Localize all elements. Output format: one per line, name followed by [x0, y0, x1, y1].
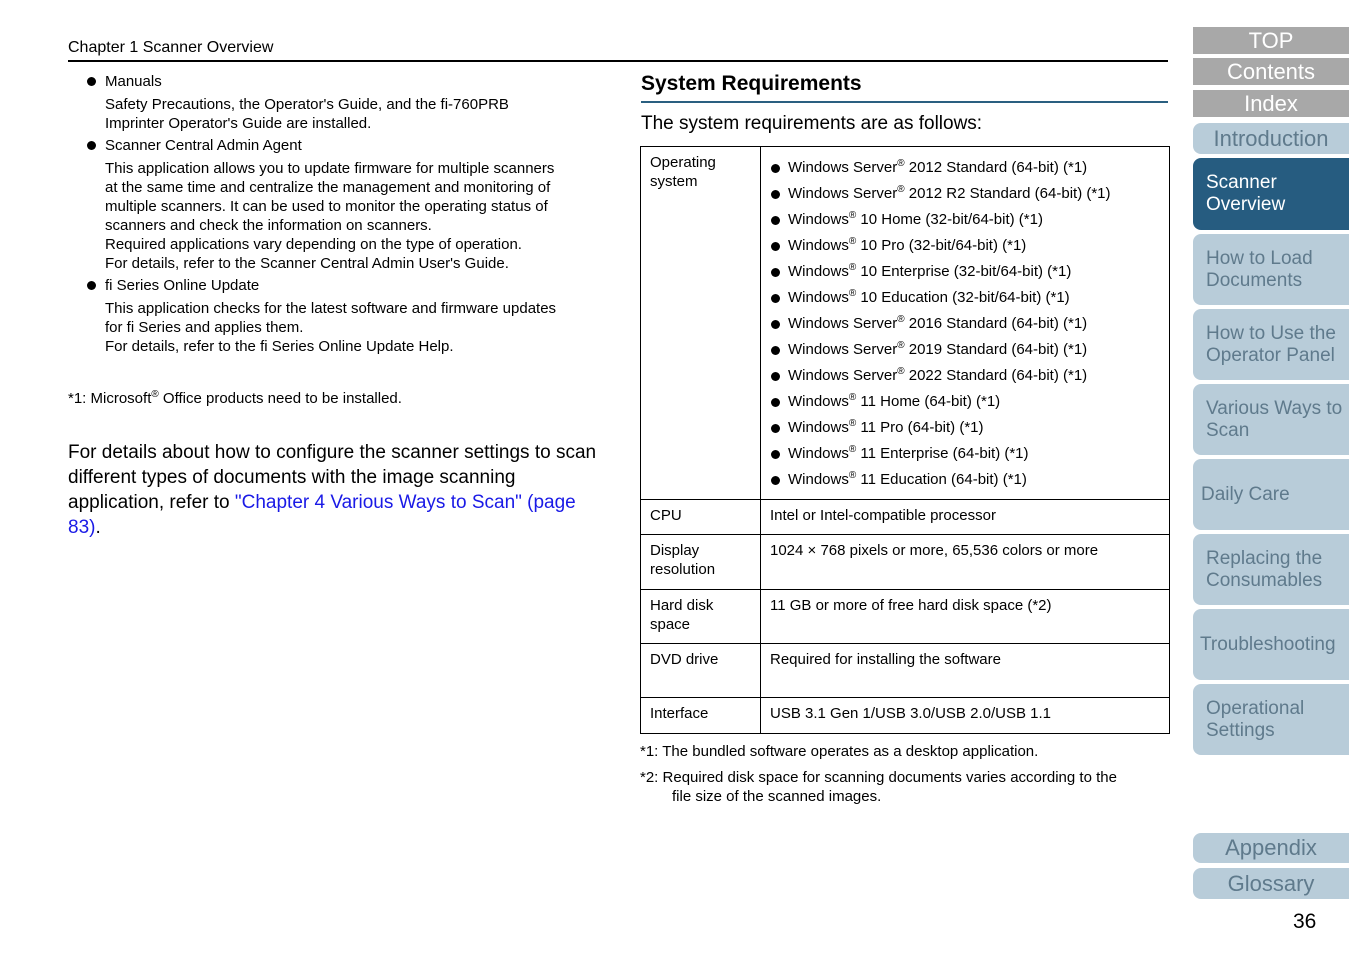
- table-row: [641, 644, 1170, 698]
- registered-mark: ®: [848, 418, 857, 429]
- os-detail: 2022 Standard (64-bit) (*1): [904, 367, 1088, 384]
- details-paragraph: [68, 440, 598, 540]
- os-list: [770, 153, 1160, 493]
- os-detail: 2016 Standard (64-bit) (*1): [904, 315, 1088, 332]
- row-label: Hard disk space: [641, 590, 761, 644]
- details-text: For details about how to configure the scanner settings to scan different types of documents with the image scanning application, refer to: [68, 442, 597, 513]
- bullet-central-admin-agent: [68, 136, 598, 273]
- footnote-2: [640, 768, 1170, 806]
- bullet-online-update: [68, 276, 598, 356]
- registered-mark: ®: [848, 444, 857, 455]
- registered-mark: ®: [848, 236, 857, 247]
- bullet-title: Scanner Central Admin Agent: [105, 137, 302, 154]
- bullet-body: [105, 95, 598, 133]
- os-list-item: [770, 389, 1160, 415]
- os-detail: 10 Education (32-bit/64-bit) (*1): [856, 289, 1070, 306]
- nav-appendix[interactable]: Appendix: [1193, 833, 1349, 863]
- bullet-dot-icon: [87, 141, 96, 150]
- row-value: 1024 × 768 pixels or more, 65,536 colors or more: [761, 535, 1170, 590]
- os-name: Windows: [788, 445, 849, 462]
- body-line: Imprinter Operator's Guide are installed.: [105, 115, 372, 132]
- body-line: This application allows you to update firmware for multiple scanners: [105, 160, 555, 177]
- registered-mark: ®: [897, 158, 905, 169]
- os-name: Windows: [788, 263, 849, 280]
- row-label: Operating system: [641, 147, 761, 500]
- row-label: DVD drive: [641, 644, 761, 698]
- os-detail: 11 Education (64-bit) (*1): [856, 471, 1027, 488]
- registered-mark: ®: [897, 340, 905, 351]
- os-detail: 11 Enterprise (64-bit) (*1): [856, 445, 1029, 462]
- requirements-table: [640, 146, 1170, 734]
- row-label: Display resolution: [641, 535, 761, 590]
- os-detail: 10 Pro (32-bit/64-bit) (*1): [856, 237, 1027, 254]
- bullet-body: [105, 159, 598, 273]
- nav-troubleshooting[interactable]: Troubleshooting: [1193, 609, 1349, 680]
- os-list-item: [770, 155, 1160, 181]
- chapter-header: Chapter 1 Scanner Overview: [68, 39, 274, 56]
- page-number: 36: [1293, 910, 1317, 933]
- body-line: scanners and check the information on scanners.: [105, 217, 432, 234]
- os-list-item: [770, 259, 1160, 285]
- footnote-text: *1: Microsoft: [68, 390, 152, 407]
- bullet-title: Manuals: [105, 73, 162, 90]
- os-name: Windows: [788, 211, 849, 228]
- header-rule: [68, 60, 1168, 62]
- table-row: [641, 535, 1170, 590]
- bullet-dot-icon: [87, 77, 96, 86]
- registered-mark: ®: [848, 262, 857, 273]
- nav-introduction[interactable]: Introduction: [1193, 123, 1349, 154]
- details-end: .: [95, 517, 101, 538]
- body-line: at the same time and centralize the management and monitoring of: [105, 179, 551, 196]
- nav-consumables[interactable]: Replacing the Consumables: [1193, 534, 1349, 605]
- os-name: Windows Server: [788, 341, 898, 358]
- registered-mark: ®: [151, 389, 159, 400]
- body-line: Required applications vary depending on the type of operation.: [105, 236, 522, 253]
- os-detail: 11 Home (64-bit) (*1): [856, 393, 1001, 410]
- section-title-rule: [641, 101, 1168, 103]
- os-list-item: [770, 415, 1160, 441]
- row-label: CPU: [641, 500, 761, 535]
- body-line: Safety Precautions, the Operator's Guide, and the fi-760PRB: [105, 96, 509, 113]
- footnote-2-line: file size of the scanned images.: [672, 788, 882, 805]
- os-name: Windows: [788, 289, 849, 306]
- os-name: Windows: [788, 419, 849, 436]
- os-name: Windows Server: [788, 367, 898, 384]
- footnote-2-line: *2: Required disk space for scanning documents varies according to the: [640, 769, 1117, 786]
- os-list-item: [770, 311, 1160, 337]
- row-label: Interface: [641, 698, 761, 734]
- nav-operator-panel[interactable]: How to Use the Operator Panel: [1193, 309, 1349, 380]
- os-detail: 10 Enterprise (32-bit/64-bit) (*1): [856, 263, 1072, 280]
- os-detail: 2012 Standard (64-bit) (*1): [904, 159, 1088, 176]
- bullet-body: [105, 299, 598, 356]
- body-line: multiple scanners. It can be used to monitor the operating status of: [105, 198, 548, 215]
- body-line: For details, refer to the fi Series Online Update Help.: [105, 338, 454, 355]
- os-list-item: [770, 363, 1160, 389]
- os-detail: 2012 R2 Standard (64-bit) (*1): [904, 185, 1111, 202]
- table-row: [641, 590, 1170, 644]
- os-name: Windows: [788, 393, 849, 410]
- os-name: Windows Server: [788, 159, 898, 176]
- registered-mark: ®: [897, 314, 905, 325]
- os-list-item: [770, 207, 1160, 233]
- os-list-item: [770, 233, 1160, 259]
- section-intro: The system requirements are as follows:: [641, 113, 983, 134]
- nav-index-button[interactable]: Index: [1193, 90, 1349, 117]
- os-name: Windows Server: [788, 315, 898, 332]
- os-name: Windows: [788, 237, 849, 254]
- bullet-dot-icon: [87, 281, 96, 290]
- body-line: This application checks for the latest software and firmware updates: [105, 300, 557, 317]
- table-row: [641, 698, 1170, 734]
- os-list-item: [770, 285, 1160, 311]
- nav-top-button[interactable]: TOP: [1193, 27, 1349, 54]
- registered-mark: ®: [897, 366, 905, 377]
- os-detail: 11 Pro (64-bit) (*1): [856, 419, 984, 436]
- bullet-manuals: [68, 72, 598, 133]
- footnote-1: *1: The bundled software operates as a desktop application.: [640, 743, 1039, 760]
- office-footnote: [68, 390, 402, 407]
- os-list-item: [770, 467, 1160, 493]
- row-value: USB 3.1 Gen 1/USB 3.0/USB 2.0/USB 1.1: [761, 698, 1170, 734]
- footnote-text: Office products need to be installed.: [158, 390, 402, 407]
- registered-mark: ®: [848, 210, 857, 221]
- nav-load-documents[interactable]: How to Load Documents: [1193, 234, 1349, 305]
- os-list-item: [770, 441, 1160, 467]
- os-name: Windows: [788, 471, 849, 488]
- os-name: Windows Server: [788, 185, 898, 202]
- nav-operational-settings[interactable]: Operational Settings: [1193, 684, 1349, 755]
- section-title: System Requirements: [641, 72, 862, 95]
- body-line: for fi Series and applies them.: [105, 319, 304, 336]
- row-value: Intel or Intel-compatible processor: [761, 500, 1170, 535]
- row-value: 11 GB or more of free hard disk space (*2): [761, 590, 1170, 644]
- nav-scanner-overview[interactable]: Scanner Overview: [1193, 158, 1349, 230]
- body-line: For details, refer to the Scanner Central Admin User's Guide.: [105, 255, 509, 272]
- table-row: [641, 500, 1170, 535]
- registered-mark: ®: [848, 288, 857, 299]
- chapter-4-link[interactable]: "Chapter 4 Various Ways to Scan" (page 83): [68, 492, 576, 538]
- row-value: Required for installing the software: [761, 644, 1170, 698]
- nav-daily-care[interactable]: Daily Care: [1193, 459, 1349, 530]
- registered-mark: ®: [848, 392, 857, 403]
- nav-contents-button[interactable]: Contents: [1193, 58, 1349, 85]
- os-list-item: [770, 181, 1160, 207]
- bullet-title: fi Series Online Update: [105, 277, 260, 294]
- nav-ways-to-scan[interactable]: Various Ways to Scan: [1193, 384, 1349, 455]
- registered-mark: ®: [897, 184, 905, 195]
- os-cell: [761, 147, 1170, 500]
- table-row: [641, 147, 1170, 500]
- nav-glossary[interactable]: Glossary: [1193, 868, 1349, 899]
- os-detail: 10 Home (32-bit/64-bit) (*1): [856, 211, 1043, 228]
- os-list-item: [770, 337, 1160, 363]
- os-detail: 2019 Standard (64-bit) (*1): [904, 341, 1088, 358]
- registered-mark: ®: [848, 470, 857, 481]
- table-footnotes: [640, 742, 1170, 806]
- left-column: [68, 72, 598, 356]
